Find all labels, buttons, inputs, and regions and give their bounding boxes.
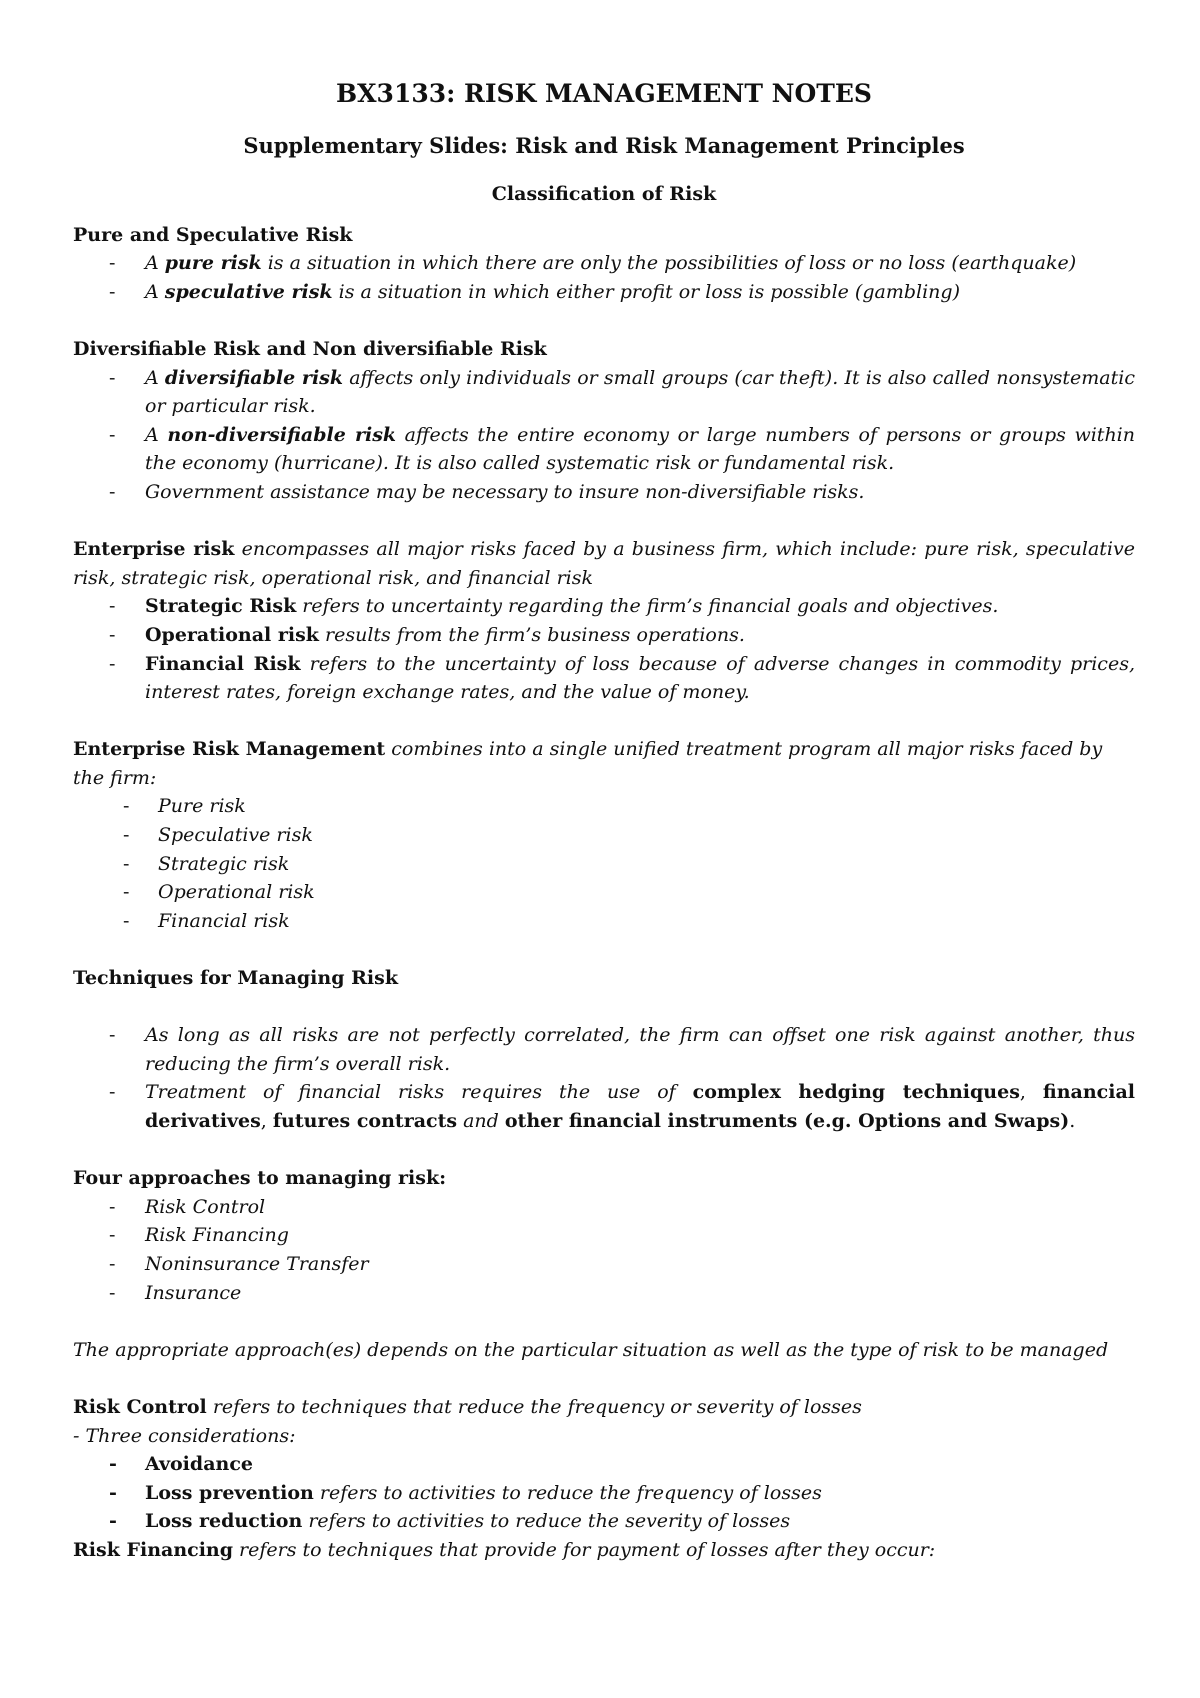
section-risk-control xyxy=(73,1393,1135,1565)
section-diversifiable xyxy=(73,335,1135,507)
bullet-list xyxy=(73,249,1135,306)
section-heading: Diversifiable Risk and Non diversifiable Risk xyxy=(73,337,547,360)
list-item: - Financial Risk refers to the uncertainty of loss because of adverse changes in commodity prices, interest rates, foreign exchange rates, and the value of money. xyxy=(73,650,1135,707)
section-heading: Pure and Speculative Risk xyxy=(73,223,353,246)
list-item: - Speculative risk xyxy=(73,821,1135,850)
list-item: - Pure risk xyxy=(73,792,1135,821)
document-content xyxy=(73,78,1135,1565)
classification-heading: Classification of Risk xyxy=(491,183,717,205)
list-item: - As long as all risks are not perfectly correlated, the firm can offset one risk against another, thus reducing the firm’s overall risk. xyxy=(73,1021,1135,1078)
list-item: - Risk Financing xyxy=(73,1221,1135,1250)
list-item: - Risk Control xyxy=(73,1193,1135,1222)
bullet-list xyxy=(73,1450,1135,1536)
paragraph: - Three considerations: xyxy=(73,1424,296,1447)
list-item: - Insurance xyxy=(73,1279,1135,1308)
bullet-list xyxy=(73,1193,1135,1307)
section-techniques xyxy=(73,964,1135,1136)
section-heading: Techniques for Managing Risk xyxy=(73,967,398,990)
list-item: - Strategic Risk refers to uncertainty regarding the firm’s financial goals and objectives. xyxy=(73,592,1135,621)
paragraph: The appropriate approach(es) depends on the particular situation as well as the type of risk to be managed xyxy=(73,1338,1109,1361)
list-item: - Loss reduction refers to activities to reduce the severity of losses xyxy=(73,1507,1135,1536)
list-item: - A diversifiable risk affects only individuals or small groups (car theft). It is also called nonsystematic or particular risk. xyxy=(73,364,1135,421)
list-item: - A speculative risk is a situation in which either profit or loss is possible (gambling) xyxy=(73,278,1135,307)
list-item: - A non-diversifiable risk affects the entire economy or large numbers of persons or groups within the economy (hurricane). It is also called systematic risk or fundamental risk. xyxy=(73,421,1135,478)
bullet-list xyxy=(73,364,1135,507)
paragraph: Risk Control refers to techniques that reduce the frequency or severity of losses xyxy=(73,1395,862,1418)
section-enterprise-risk xyxy=(73,535,1135,707)
list-item: - Loss prevention refers to activities to reduce the frequency of losses xyxy=(73,1479,1135,1508)
list-item: - Avoidance xyxy=(73,1450,1135,1479)
section-heading: Four approaches to managing risk: xyxy=(73,1167,447,1190)
paragraph: Enterprise Risk Management combines into a single unified treatment program all major risks faced by the firm: xyxy=(73,738,1103,789)
list-item: - Operational risk results from the firm’s business operations. xyxy=(73,621,1135,650)
bullet-list xyxy=(73,592,1135,706)
paragraph: Enterprise risk encompasses all major risks faced by a business firm, which include: pure risk, speculative risk, strategic risk, operational risk, and financial risk xyxy=(73,538,1135,589)
bullet-list xyxy=(73,792,1135,935)
paragraph: Risk Financing refers to techniques that provide for payment of losses after they occur: xyxy=(73,1538,936,1561)
bullet-list xyxy=(73,1021,1135,1135)
list-item: - Financial risk xyxy=(73,907,1135,936)
list-item: - Treatment of financial risks requires the use of complex hedging techniques, financial derivatives, futures contracts and other financial instruments (e.g. Options and Swaps). xyxy=(73,1078,1135,1135)
section-pure-speculative xyxy=(73,221,1135,307)
section-erm xyxy=(73,735,1135,935)
page-subtitle: Supplementary Slides: Risk and Risk Management Principles xyxy=(243,133,965,158)
list-item: - Noninsurance Transfer xyxy=(73,1250,1135,1279)
page-title: BX3133: RISK MANAGEMENT NOTES xyxy=(336,79,872,108)
list-item: - A pure risk is a situation in which there are only the possibilities of loss or no loss (earthquake) xyxy=(73,249,1135,278)
list-item: - Operational risk xyxy=(73,878,1135,907)
section-approaches xyxy=(73,1164,1135,1364)
list-item: - Government assistance may be necessary to insure non-diversifiable risks. xyxy=(73,478,1135,507)
list-item: - Strategic risk xyxy=(73,850,1135,879)
